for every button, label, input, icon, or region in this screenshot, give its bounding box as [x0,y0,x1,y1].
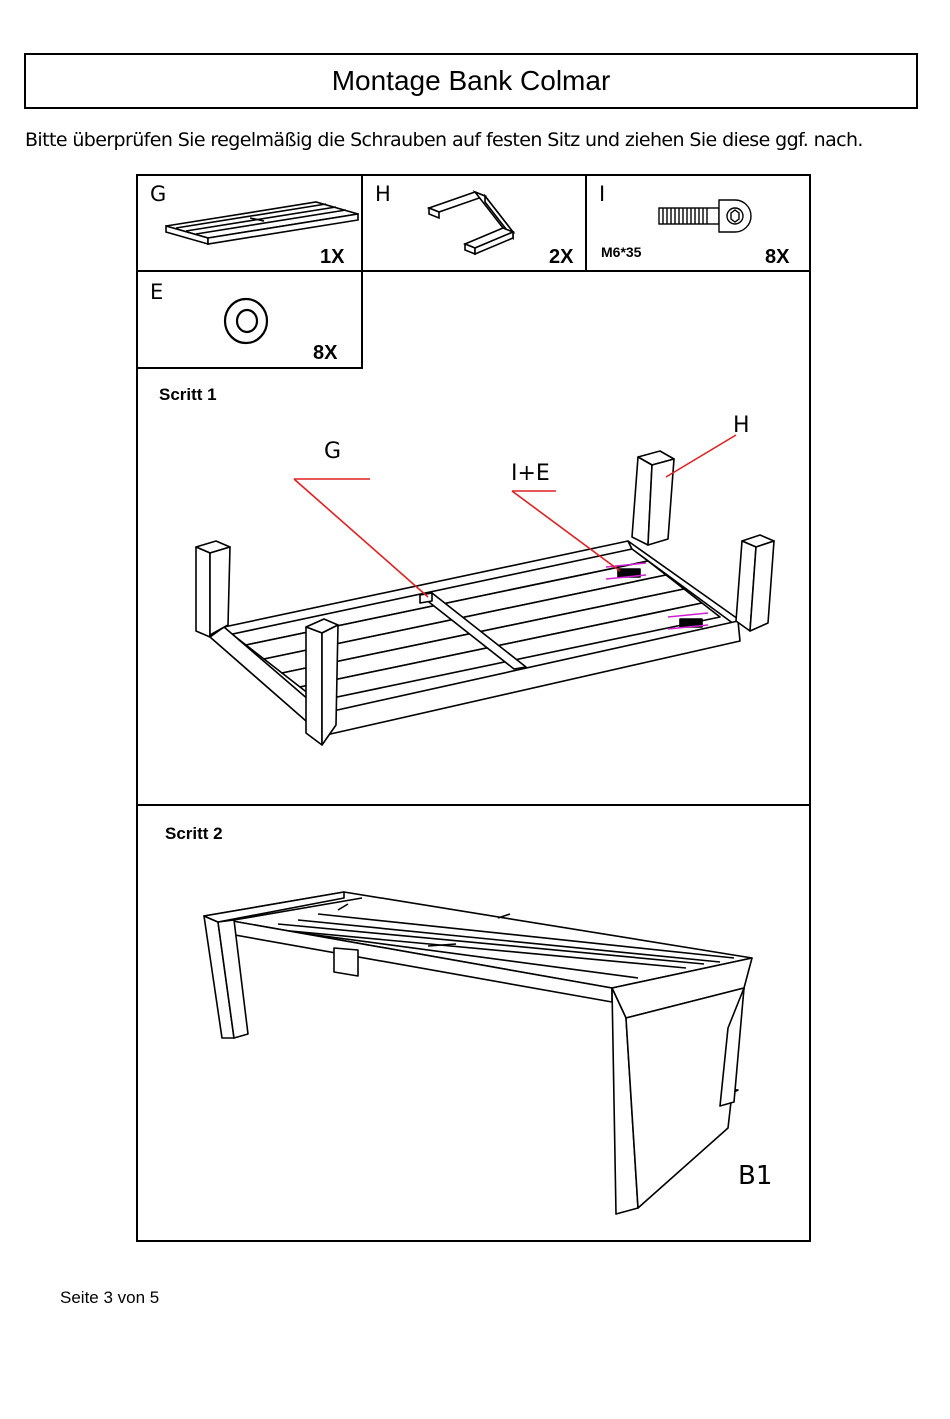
washer-icon [221,296,271,346]
callout-label-g: G [324,439,342,464]
bench-upside-down-drawing [138,369,809,806]
maintenance-instruction: Bitte überprüfen Sie regelmäßig die Schrauben auf festen Sitz und ziehen Sie diese ggf. nach. [25,129,863,151]
part-cell-i [587,176,809,272]
callout-label-ie: I+E [511,461,550,486]
page-title: Montage Bank Colmar [24,53,918,109]
part-letter-g: G [150,182,167,206]
part-cell-h [363,176,587,272]
figure-code: B1 [738,1161,773,1191]
part-spec-i: M6*35 [601,244,642,260]
assembled-bench-drawing [138,806,809,1240]
part-qty-i: 8X [765,246,790,268]
part-cell-e [138,272,363,369]
step-1-panel [138,369,809,806]
part-qty-h: 2X [549,246,574,268]
step-2-label: Scritt 2 [165,824,223,843]
assembly-frame [136,174,811,1242]
callout-label-h: H [733,413,750,438]
part-letter-i: I [599,182,606,206]
part-qty-g: 1X [320,246,345,268]
part-cell-g [138,176,363,272]
part-letter-e: E [150,280,164,304]
step-1-label: Scritt 1 [159,385,217,404]
part-qty-e: 8X [313,342,338,364]
step-2-panel [138,806,809,1240]
page-number: Seite 3 von 5 [60,1288,160,1307]
leg-frame-icon [425,188,535,263]
part-letter-h: H [375,182,391,206]
bolt-icon [657,196,757,236]
